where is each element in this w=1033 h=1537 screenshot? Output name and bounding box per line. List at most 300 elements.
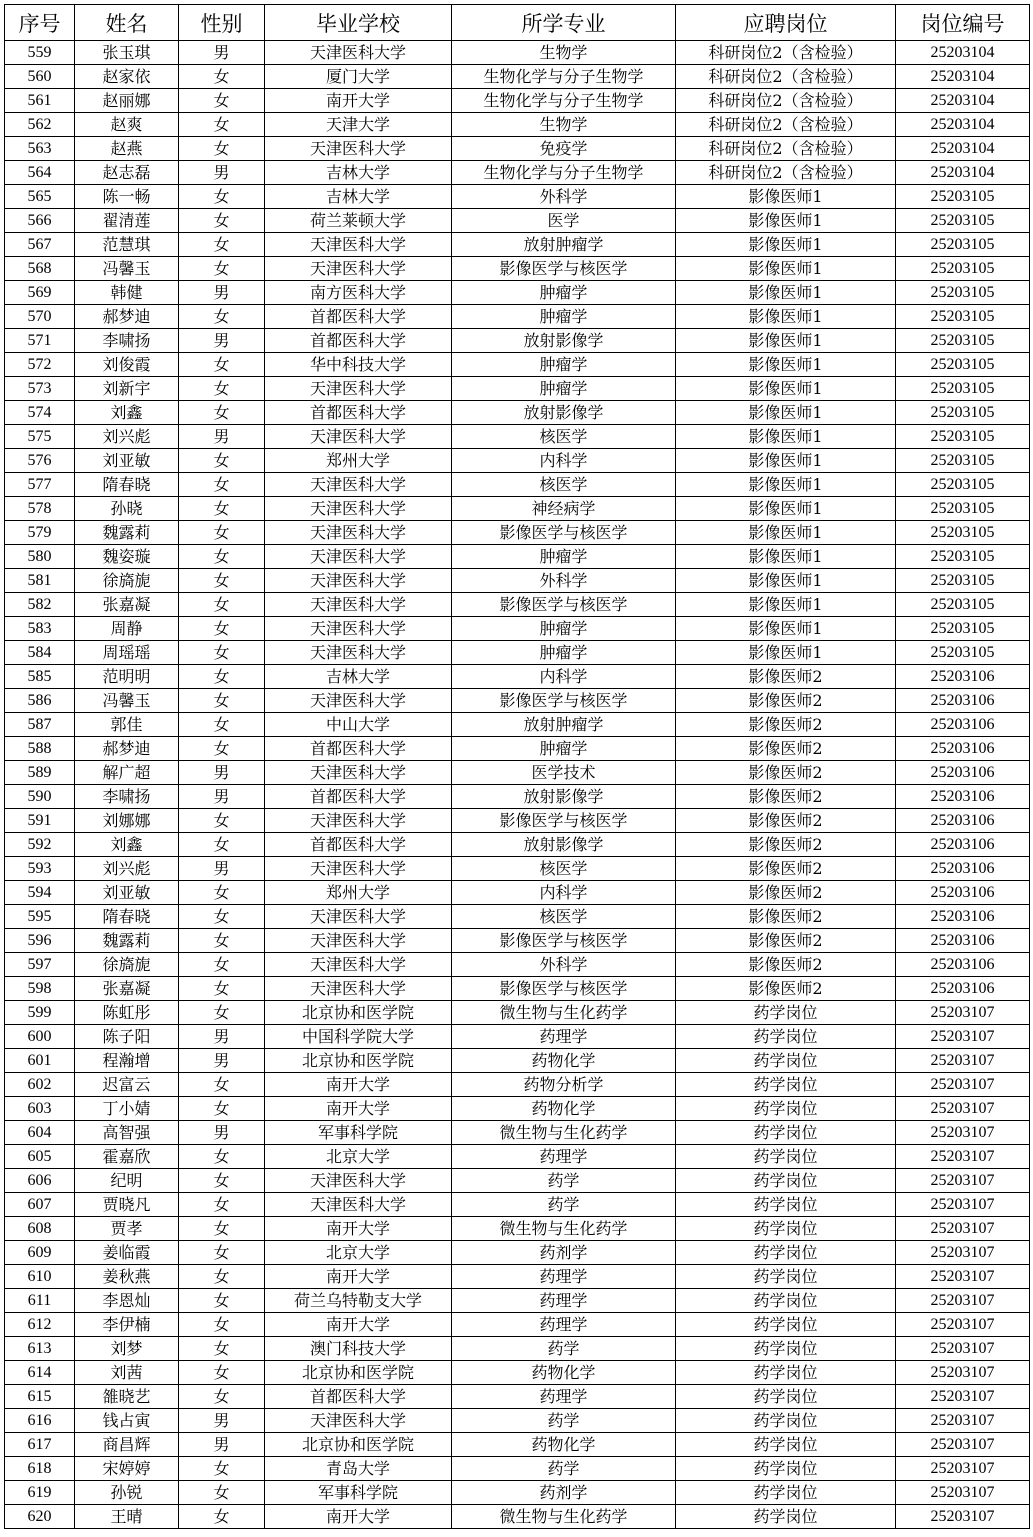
cell-position-code: 25203107 (896, 1169, 1030, 1193)
cell-gender: 女 (179, 1313, 265, 1337)
cell-position-code: 25203106 (896, 977, 1030, 1001)
cell-position-code: 25203105 (896, 257, 1030, 281)
cell-name: 赵丽娜 (75, 89, 179, 113)
cell-school: 北京大学 (265, 1145, 452, 1169)
cell-seq: 561 (5, 89, 75, 113)
cell-position: 影像医师1 (676, 329, 896, 353)
table-row (5, 929, 1030, 953)
cell-school: 天津医科大学 (265, 1409, 452, 1433)
cell-position: 影像医师1 (676, 449, 896, 473)
cell-position-code: 25203106 (896, 953, 1030, 977)
cell-position: 科研岗位2（含检验） (676, 89, 896, 113)
cell-school: 北京大学 (265, 1241, 452, 1265)
cell-seq: 605 (5, 1145, 75, 1169)
cell-position-code: 25203107 (896, 1121, 1030, 1145)
cell-position-code: 25203105 (896, 281, 1030, 305)
cell-major: 药理学 (452, 1145, 676, 1169)
cell-seq: 572 (5, 353, 75, 377)
cell-position-code: 25203107 (896, 1217, 1030, 1241)
cell-position-code: 25203106 (896, 857, 1030, 881)
cell-seq: 562 (5, 113, 75, 137)
cell-gender: 女 (179, 377, 265, 401)
cell-gender: 女 (179, 665, 265, 689)
cell-position: 药学岗位 (676, 1121, 896, 1145)
table-row (5, 473, 1030, 497)
cell-position: 影像医师1 (676, 569, 896, 593)
cell-major: 免疫学 (452, 137, 676, 161)
cell-major: 肿瘤学 (452, 305, 676, 329)
cell-gender: 男 (179, 41, 265, 65)
table-row (5, 161, 1030, 185)
table-row (5, 1145, 1030, 1169)
cell-major: 内科学 (452, 881, 676, 905)
table-row (5, 953, 1030, 977)
cell-seq: 564 (5, 161, 75, 185)
cell-position: 药学岗位 (676, 1145, 896, 1169)
cell-seq: 595 (5, 905, 75, 929)
cell-seq: 603 (5, 1097, 75, 1121)
cell-seq: 590 (5, 785, 75, 809)
cell-name: 解广超 (75, 761, 179, 785)
cell-gender: 女 (179, 1505, 265, 1529)
cell-seq: 596 (5, 929, 75, 953)
cell-gender: 女 (179, 1385, 265, 1409)
cell-gender: 女 (179, 1289, 265, 1313)
cell-position: 影像医师2 (676, 689, 896, 713)
cell-position: 药学岗位 (676, 1265, 896, 1289)
cell-position-code: 25203107 (896, 1409, 1030, 1433)
table-row (5, 1241, 1030, 1265)
cell-seq: 582 (5, 593, 75, 617)
cell-seq: 579 (5, 521, 75, 545)
cell-name: 范慧琪 (75, 233, 179, 257)
cell-major: 生物学 (452, 113, 676, 137)
cell-seq: 573 (5, 377, 75, 401)
cell-school: 吉林大学 (265, 665, 452, 689)
cell-seq: 593 (5, 857, 75, 881)
cell-school: 北京协和医学院 (265, 1049, 452, 1073)
table-row (5, 65, 1030, 89)
cell-school: 天津医科大学 (265, 497, 452, 521)
cell-gender: 女 (179, 1073, 265, 1097)
cell-position: 影像医师2 (676, 665, 896, 689)
cell-position-code: 25203106 (896, 713, 1030, 737)
cell-name: 刘亚敏 (75, 449, 179, 473)
cell-school: 南开大学 (265, 1265, 452, 1289)
cell-school: 首都医科大学 (265, 401, 452, 425)
cell-school: 北京协和医学院 (265, 1433, 452, 1457)
cell-major: 药学 (452, 1169, 676, 1193)
cell-position: 药学岗位 (676, 1097, 896, 1121)
cell-major: 药学 (452, 1457, 676, 1481)
cell-major: 核医学 (452, 473, 676, 497)
cell-seq: 589 (5, 761, 75, 785)
table-row (5, 1433, 1030, 1457)
cell-name: 郝梦迪 (75, 305, 179, 329)
cell-gender: 女 (179, 209, 265, 233)
cell-position-code: 25203105 (896, 185, 1030, 209)
cell-major: 肿瘤学 (452, 353, 676, 377)
cell-gender: 女 (179, 473, 265, 497)
cell-major: 生物化学与分子生物学 (452, 89, 676, 113)
cell-major: 内科学 (452, 449, 676, 473)
cell-seq: 609 (5, 1241, 75, 1265)
table-row (5, 689, 1030, 713)
cell-position: 药学岗位 (676, 1001, 896, 1025)
cell-position: 影像医师1 (676, 401, 896, 425)
table-row (5, 1217, 1030, 1241)
cell-position-code: 25203105 (896, 425, 1030, 449)
cell-gender: 女 (179, 65, 265, 89)
cell-name: 陈子阳 (75, 1025, 179, 1049)
cell-seq: 611 (5, 1289, 75, 1313)
cell-major: 微生物与生化药学 (452, 1217, 676, 1241)
cell-school: 青岛大学 (265, 1457, 452, 1481)
cell-major: 药理学 (452, 1313, 676, 1337)
cell-position: 影像医师2 (676, 809, 896, 833)
cell-seq: 576 (5, 449, 75, 473)
table-row (5, 833, 1030, 857)
cell-school: 天津医科大学 (265, 977, 452, 1001)
cell-name: 徐旖旎 (75, 569, 179, 593)
cell-major: 影像医学与核医学 (452, 521, 676, 545)
cell-position: 影像医师1 (676, 425, 896, 449)
cell-name: 魏露莉 (75, 521, 179, 545)
table-row (5, 41, 1030, 65)
cell-position-code: 25203107 (896, 1457, 1030, 1481)
cell-school: 首都医科大学 (265, 329, 452, 353)
cell-gender: 女 (179, 833, 265, 857)
cell-major: 药剂学 (452, 1481, 676, 1505)
table-row (5, 1457, 1030, 1481)
cell-name: 程瀚增 (75, 1049, 179, 1073)
cell-seq: 581 (5, 569, 75, 593)
cell-gender: 男 (179, 1049, 265, 1073)
cell-gender: 女 (179, 1145, 265, 1169)
cell-name: 孙锐 (75, 1481, 179, 1505)
cell-school: 天津医科大学 (265, 1193, 452, 1217)
cell-position: 药学岗位 (676, 1169, 896, 1193)
cell-position-code: 25203105 (896, 305, 1030, 329)
cell-position: 科研岗位2（含检验） (676, 41, 896, 65)
cell-gender: 女 (179, 449, 265, 473)
cell-gender: 男 (179, 1433, 265, 1457)
cell-position: 影像医师1 (676, 209, 896, 233)
cell-gender: 女 (179, 257, 265, 281)
cell-school: 南开大学 (265, 1505, 452, 1529)
table-row (5, 1001, 1030, 1025)
cell-name: 冯馨玉 (75, 257, 179, 281)
cell-position-code: 25203107 (896, 1361, 1030, 1385)
cell-school: 天津医科大学 (265, 521, 452, 545)
cell-gender: 男 (179, 857, 265, 881)
cell-position-code: 25203107 (896, 1073, 1030, 1097)
header-row (5, 5, 1030, 41)
cell-name: 刘俊霞 (75, 353, 179, 377)
cell-gender: 女 (179, 713, 265, 737)
table-row (5, 665, 1030, 689)
header-major: 所学专业 (452, 5, 676, 41)
cell-seq: 620 (5, 1505, 75, 1529)
cell-position: 影像医师2 (676, 953, 896, 977)
cell-gender: 女 (179, 689, 265, 713)
table-row (5, 1169, 1030, 1193)
cell-seq: 560 (5, 65, 75, 89)
cell-position: 影像医师1 (676, 497, 896, 521)
cell-position-code: 25203107 (896, 1241, 1030, 1265)
cell-major: 影像医学与核医学 (452, 689, 676, 713)
cell-name: 张玉琪 (75, 41, 179, 65)
cell-gender: 女 (179, 1001, 265, 1025)
cell-seq: 565 (5, 185, 75, 209)
cell-name: 贾晓凡 (75, 1193, 179, 1217)
cell-major: 药物化学 (452, 1433, 676, 1457)
cell-position-code: 25203107 (896, 1313, 1030, 1337)
cell-position-code: 25203107 (896, 1505, 1030, 1529)
cell-gender: 女 (179, 953, 265, 977)
cell-position-code: 25203105 (896, 353, 1030, 377)
header-school: 毕业学校 (265, 5, 452, 41)
cell-seq: 575 (5, 425, 75, 449)
cell-seq: 574 (5, 401, 75, 425)
cell-name: 冯馨玉 (75, 689, 179, 713)
cell-gender: 男 (179, 281, 265, 305)
cell-school: 中山大学 (265, 713, 452, 737)
cell-major: 药剂学 (452, 1241, 676, 1265)
cell-gender: 女 (179, 233, 265, 257)
cell-position: 影像医师1 (676, 617, 896, 641)
cell-position: 影像医师1 (676, 593, 896, 617)
cell-major: 生物学 (452, 41, 676, 65)
cell-position-code: 25203105 (896, 449, 1030, 473)
table-row (5, 905, 1030, 929)
cell-seq: 569 (5, 281, 75, 305)
cell-position: 科研岗位2（含检验） (676, 161, 896, 185)
table-row (5, 593, 1030, 617)
cell-name: 张嘉凝 (75, 593, 179, 617)
cell-name: 郝梦迪 (75, 737, 179, 761)
cell-position-code: 25203106 (896, 689, 1030, 713)
cell-school: 天津医科大学 (265, 857, 452, 881)
cell-position: 影像医师1 (676, 185, 896, 209)
cell-major: 放射肿瘤学 (452, 233, 676, 257)
cell-major: 医学技术 (452, 761, 676, 785)
cell-major: 外科学 (452, 569, 676, 593)
table-row (5, 425, 1030, 449)
cell-seq: 616 (5, 1409, 75, 1433)
cell-name: 姜临霞 (75, 1241, 179, 1265)
cell-major: 放射影像学 (452, 401, 676, 425)
cell-seq: 563 (5, 137, 75, 161)
cell-position-code: 25203105 (896, 209, 1030, 233)
cell-name: 李恩灿 (75, 1289, 179, 1313)
cell-name: 隋春晓 (75, 905, 179, 929)
cell-seq: 592 (5, 833, 75, 857)
cell-school: 厦门大学 (265, 65, 452, 89)
cell-name: 刘兴彪 (75, 857, 179, 881)
cell-name: 赵家依 (75, 65, 179, 89)
table-row (5, 377, 1030, 401)
cell-school: 首都医科大学 (265, 833, 452, 857)
cell-major: 生物化学与分子生物学 (452, 65, 676, 89)
cell-school: 天津医科大学 (265, 137, 452, 161)
cell-major: 放射影像学 (452, 785, 676, 809)
cell-school: 天津医科大学 (265, 41, 452, 65)
cell-position: 影像医师2 (676, 929, 896, 953)
cell-seq: 566 (5, 209, 75, 233)
table-row (5, 233, 1030, 257)
cell-gender: 女 (179, 1169, 265, 1193)
cell-position-code: 25203106 (896, 905, 1030, 929)
cell-name: 陈虹彤 (75, 1001, 179, 1025)
table-row (5, 977, 1030, 1001)
cell-seq: 584 (5, 641, 75, 665)
cell-position: 药学岗位 (676, 1457, 896, 1481)
cell-school: 南开大学 (265, 1073, 452, 1097)
cell-school: 天津医科大学 (265, 689, 452, 713)
table-row (5, 1097, 1030, 1121)
cell-seq: 585 (5, 665, 75, 689)
cell-name: 纪明 (75, 1169, 179, 1193)
cell-position-code: 25203105 (896, 617, 1030, 641)
table-row (5, 881, 1030, 905)
cell-position-code: 25203104 (896, 161, 1030, 185)
cell-seq: 570 (5, 305, 75, 329)
header-seq: 序号 (5, 5, 75, 41)
cell-name: 刘鑫 (75, 833, 179, 857)
cell-seq: 598 (5, 977, 75, 1001)
cell-major: 核医学 (452, 857, 676, 881)
cell-position: 影像医师1 (676, 545, 896, 569)
cell-school: 天津医科大学 (265, 1169, 452, 1193)
cell-major: 药理学 (452, 1385, 676, 1409)
cell-school: 澳门科技大学 (265, 1337, 452, 1361)
cell-position-code: 25203104 (896, 41, 1030, 65)
cell-name: 范明明 (75, 665, 179, 689)
table-row (5, 113, 1030, 137)
cell-name: 迟富云 (75, 1073, 179, 1097)
table-row (5, 305, 1030, 329)
cell-major: 影像医学与核医学 (452, 257, 676, 281)
cell-position-code: 25203104 (896, 65, 1030, 89)
cell-school: 南方医科大学 (265, 281, 452, 305)
cell-position-code: 25203105 (896, 593, 1030, 617)
cell-school: 荷兰乌特勒支大学 (265, 1289, 452, 1313)
table-row (5, 89, 1030, 113)
cell-position-code: 25203107 (896, 1481, 1030, 1505)
cell-position: 药学岗位 (676, 1025, 896, 1049)
cell-seq: 617 (5, 1433, 75, 1457)
cell-gender: 女 (179, 545, 265, 569)
cell-school: 天津医科大学 (265, 617, 452, 641)
cell-position-code: 25203107 (896, 1337, 1030, 1361)
cell-position-code: 25203106 (896, 881, 1030, 905)
header-gender: 性别 (179, 5, 265, 41)
cell-gender: 男 (179, 161, 265, 185)
cell-school: 天津医科大学 (265, 473, 452, 497)
cell-position-code: 25203107 (896, 1097, 1030, 1121)
cell-position: 科研岗位2（含检验） (676, 137, 896, 161)
cell-position-code: 25203106 (896, 737, 1030, 761)
cell-seq: 578 (5, 497, 75, 521)
cell-school: 南开大学 (265, 1313, 452, 1337)
cell-name: 雒晓艺 (75, 1385, 179, 1409)
table-row (5, 1361, 1030, 1385)
cell-position-code: 25203106 (896, 761, 1030, 785)
cell-position: 影像医师2 (676, 833, 896, 857)
cell-name: 隋春晓 (75, 473, 179, 497)
cell-gender: 女 (179, 305, 265, 329)
cell-position: 影像医师1 (676, 257, 896, 281)
cell-gender: 女 (179, 905, 265, 929)
table-row (5, 497, 1030, 521)
cell-major: 放射影像学 (452, 329, 676, 353)
cell-seq: 606 (5, 1169, 75, 1193)
cell-position: 影像医师2 (676, 881, 896, 905)
cell-school: 天津医科大学 (265, 809, 452, 833)
cell-position-code: 25203106 (896, 665, 1030, 689)
cell-major: 肿瘤学 (452, 737, 676, 761)
cell-name: 姜秋燕 (75, 1265, 179, 1289)
cell-major: 药物化学 (452, 1361, 676, 1385)
cell-school: 首都医科大学 (265, 1385, 452, 1409)
cell-position-code: 25203105 (896, 473, 1030, 497)
cell-seq: 577 (5, 473, 75, 497)
cell-major: 医学 (452, 209, 676, 233)
cell-position: 科研岗位2（含检验） (676, 113, 896, 137)
cell-position-code: 25203105 (896, 569, 1030, 593)
table-row (5, 281, 1030, 305)
cell-name: 刘茜 (75, 1361, 179, 1385)
cell-seq: 602 (5, 1073, 75, 1097)
cell-seq: 610 (5, 1265, 75, 1289)
cell-name: 陈一畅 (75, 185, 179, 209)
table-row (5, 1265, 1030, 1289)
cell-position: 影像医师1 (676, 233, 896, 257)
cell-position-code: 25203105 (896, 329, 1030, 353)
cell-gender: 女 (179, 1337, 265, 1361)
table-row (5, 1481, 1030, 1505)
cell-seq: 604 (5, 1121, 75, 1145)
cell-gender: 女 (179, 353, 265, 377)
cell-name: 刘梦 (75, 1337, 179, 1361)
cell-gender: 女 (179, 1241, 265, 1265)
cell-gender: 女 (179, 1193, 265, 1217)
cell-school: 天津医科大学 (265, 953, 452, 977)
cell-school: 首都医科大学 (265, 737, 452, 761)
table-row (5, 641, 1030, 665)
cell-gender: 女 (179, 737, 265, 761)
cell-major: 药学 (452, 1409, 676, 1433)
cell-name: 刘亚敏 (75, 881, 179, 905)
cell-position: 药学岗位 (676, 1193, 896, 1217)
cell-school: 首都医科大学 (265, 785, 452, 809)
cell-seq: 588 (5, 737, 75, 761)
cell-position: 影像医师1 (676, 353, 896, 377)
cell-major: 核医学 (452, 425, 676, 449)
cell-seq: 583 (5, 617, 75, 641)
cell-position: 影像医师1 (676, 377, 896, 401)
cell-name: 赵志磊 (75, 161, 179, 185)
cell-name: 高智强 (75, 1121, 179, 1145)
table-row (5, 401, 1030, 425)
cell-position-code: 25203105 (896, 377, 1030, 401)
cell-position: 药学岗位 (676, 1073, 896, 1097)
cell-major: 药物化学 (452, 1097, 676, 1121)
cell-seq: 568 (5, 257, 75, 281)
cell-school: 北京协和医学院 (265, 1001, 452, 1025)
header-name: 姓名 (75, 5, 179, 41)
